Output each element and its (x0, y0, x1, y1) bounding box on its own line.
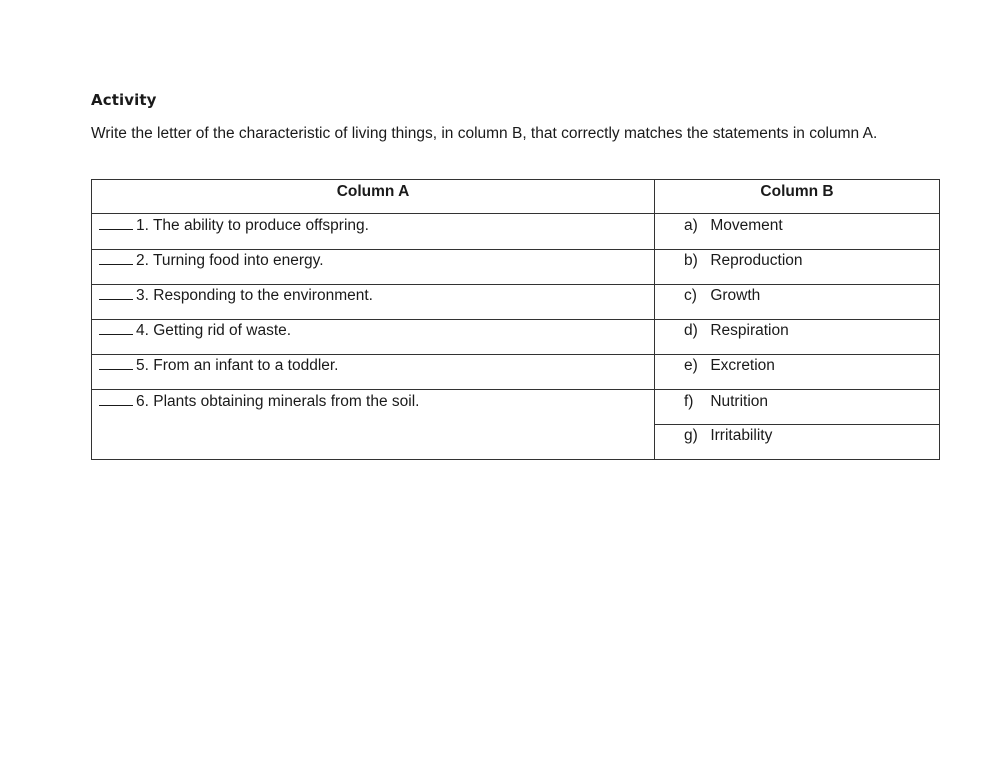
row-divider (92, 213, 939, 214)
column-b-item: g) Irritability (684, 427, 773, 444)
column-a-item: 1. The ability to produce offspring. (99, 217, 369, 235)
answer-blank[interactable] (99, 252, 133, 265)
column-a-item: 6. Plants obtaining minerals from the soil. (99, 393, 419, 411)
row-divider (92, 249, 939, 250)
matching-table (91, 179, 940, 460)
column-a-item: 5. From an infant to a toddler. (99, 357, 339, 375)
activity-instructions: Write the letter of the characteristic of living things, in column B, that correctly matches the statements in column A. (91, 125, 878, 142)
answer-blank[interactable] (99, 287, 133, 300)
column-b-item: f) Nutrition (684, 393, 769, 410)
column-b-item: a) Movement (684, 217, 783, 234)
column-b-item: b) Reproduction (684, 252, 803, 269)
column-b-item: e) Excretion (684, 357, 775, 374)
column-a-item: 2. Turning food into energy. (99, 252, 324, 270)
row-divider (92, 319, 939, 320)
column-b-item: d) Respiration (684, 322, 789, 339)
row-divider (92, 389, 939, 390)
row-divider (92, 354, 939, 355)
row-divider (92, 284, 939, 285)
answer-blank[interactable] (99, 322, 133, 335)
column-divider (654, 180, 655, 459)
answer-blank[interactable] (99, 393, 133, 406)
activity-title: Activity (91, 91, 157, 109)
answer-blank[interactable] (99, 357, 133, 370)
column-a-item: 4. Getting rid of waste. (99, 322, 291, 340)
column-b-header: Column B (760, 183, 834, 200)
column-a-header: Column A (336, 183, 410, 200)
row-divider (655, 424, 939, 425)
column-b-item: c) Growth (684, 287, 761, 304)
answer-blank[interactable] (99, 217, 133, 230)
column-a-item: 3. Responding to the environment. (99, 287, 373, 305)
